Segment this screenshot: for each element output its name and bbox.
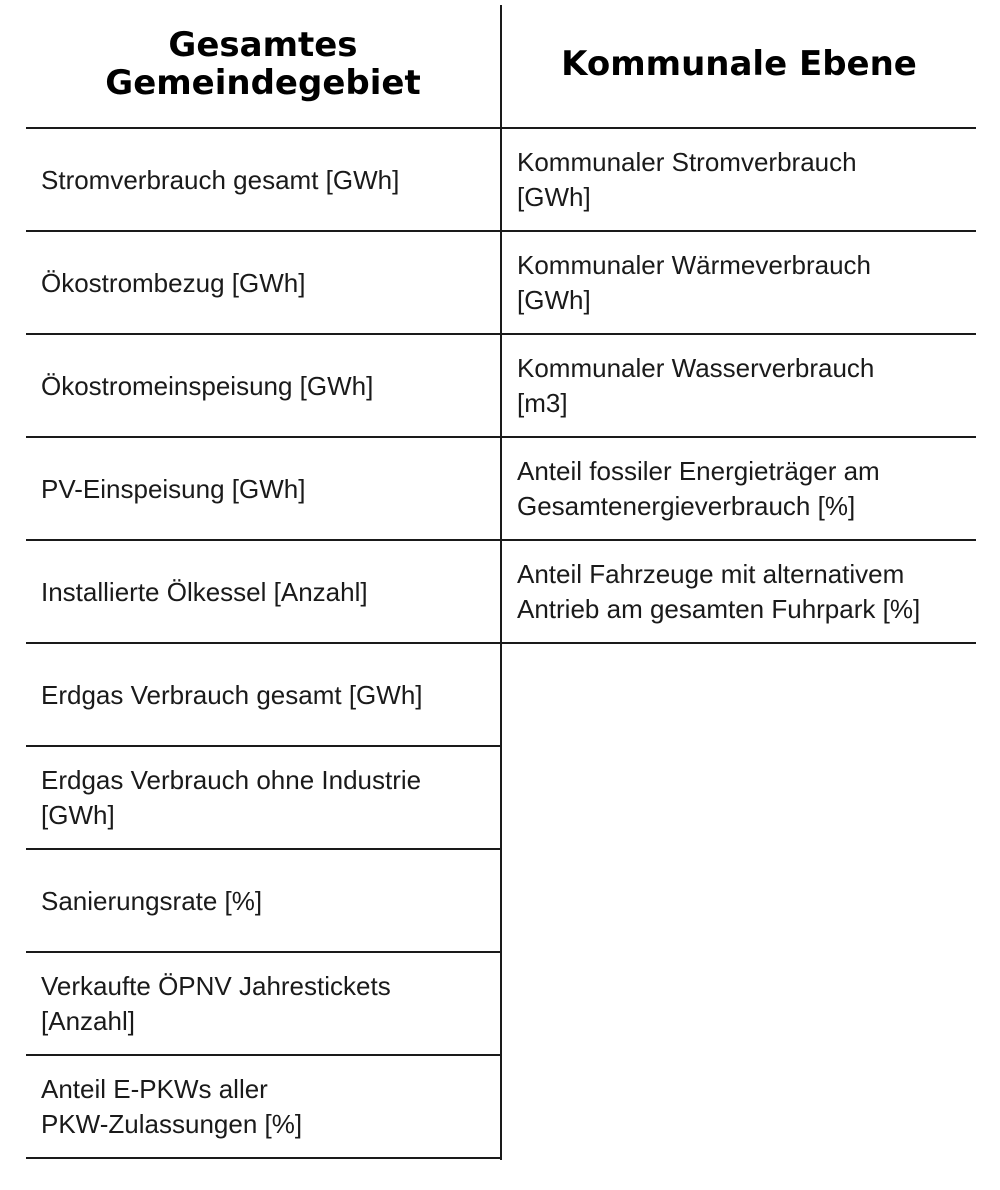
item-label: Anteil E-PKWs aller PKW-Zulassungen [%] xyxy=(41,1074,303,1139)
column-header-gemeindegebiet xyxy=(26,0,500,127)
item-label: Kommunaler Wärmeverbrauch [GWh] xyxy=(517,250,872,315)
item-label: Kommunaler Wasserverbrauch [m3] xyxy=(517,353,875,418)
item-label: Erdgas Verbrauch ohne Industrie [GWh] xyxy=(41,765,422,830)
item-label: PV-Einspeisung [GWh] xyxy=(41,473,306,504)
gemeindegebiet-item xyxy=(41,438,491,540)
kommunal-item xyxy=(517,129,979,231)
gemeindegebiet-item xyxy=(41,335,491,437)
gemeindegebiet-item xyxy=(41,541,491,643)
item-label: Anteil fossiler Energieträger am Gesamtenergieverbrauch [%] xyxy=(517,456,880,521)
gemeindegebiet-item xyxy=(41,1056,491,1158)
item-label: Erdgas Verbrauch gesamt [GWh] xyxy=(41,679,423,710)
item-label: Installierte Ölkessel [Anzahl] xyxy=(41,576,368,607)
column-header-kommunale-ebene xyxy=(502,0,976,127)
item-label: Ökostromeinspeisung [GWh] xyxy=(41,370,374,401)
gemeindegebiet-item xyxy=(41,232,491,334)
item-label: Verkaufte ÖPNV Jahrestickets [Anzahl] xyxy=(41,971,391,1036)
column-header-kommunale-ebene-label: Kommunale Ebene xyxy=(561,43,917,84)
gemeindegebiet-item xyxy=(41,953,491,1055)
item-label: Sanierungsrate [%] xyxy=(41,885,263,916)
kommunal-item xyxy=(517,232,979,334)
kommunal-item xyxy=(517,541,979,643)
item-label: Anteil Fahrzeuge mit alternativem Antrieb am gesamten Fuhrpark [%] xyxy=(517,559,921,624)
gemeindegebiet-item xyxy=(41,850,491,952)
item-label: Ökostrombezug [GWh] xyxy=(41,267,306,298)
kommunal-item xyxy=(517,438,979,540)
gemeindegebiet-item xyxy=(41,644,491,746)
column-header-gemeindegebiet-label: Gesamtes Gemeindegebiet xyxy=(105,24,421,103)
gemeindegebiet-item xyxy=(41,129,491,231)
vertical-divider xyxy=(500,5,502,1160)
gemeindegebiet-item xyxy=(41,747,491,849)
item-label: Stromverbrauch gesamt [GWh] xyxy=(41,164,400,195)
kommunal-item xyxy=(517,335,979,437)
item-label: Kommunaler Stromverbrauch [GWh] xyxy=(517,147,857,212)
